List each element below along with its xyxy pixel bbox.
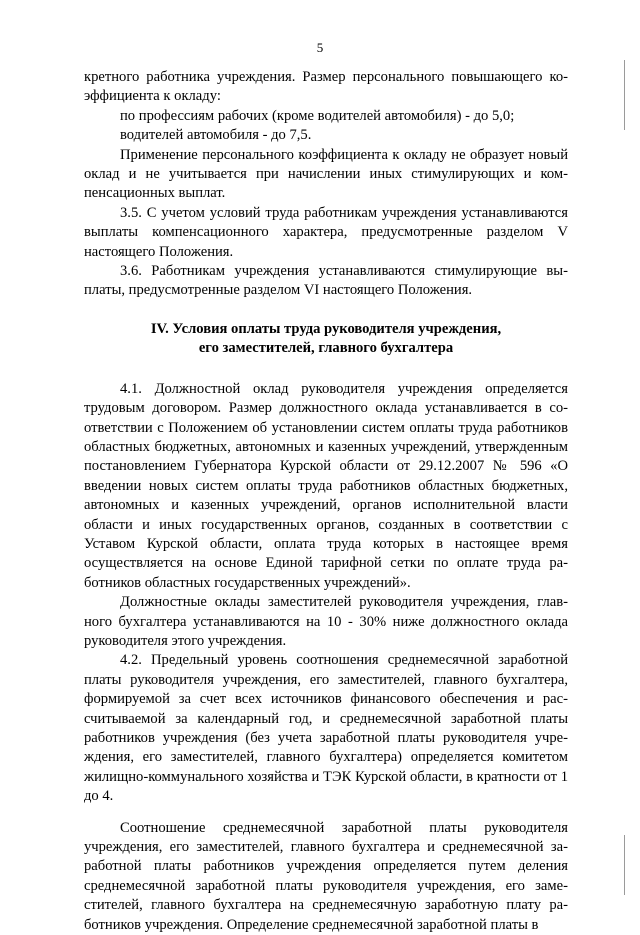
scan-edge-mark (624, 835, 625, 895)
paragraph: 4.1. Должностной оклад руководителя учреждения определяется трудовым договором. Размер должностного оклада устанавливается в соответствии с Положением об установлении систем оплаты труда работников областных бюджетных, автономных и казенных учреждений, утвержденным постановлением Губернатора Курской области от 29.12.2007 № 596 «О введении новых систем оплаты труда работников областных бюджетных, автономных и казенных учреждений, органов исполнительной власти области и иных государственных органов, созданных в соответствии с Уставом Курской области, оплата труда которых в настоящее время осуществляется на основе Единой тарифной сетки по оплате труда работников областных государственных учреждений». (84, 380, 568, 591)
paragraph: 3.5. С учетом условий труда работникам учреждения устанавливаются выплаты компенсационного характера, предусмотренные разделом V настоящего Положения. (84, 204, 568, 260)
paragraph: Соотношение среднемесячной заработной платы руководителя учреждения, его заместителей, главного бухгалтера и среднемесячной заработной платы работников учреждения определяется путем деления среднемесячной заработной платы руководителя учреждения, его заместителей, главного бухгалтера на среднемесячную заработную плату работников учреждения. Определение среднемесячной заработной платы в (84, 819, 568, 933)
section-heading-line: IV. Условия оплаты труда руководителя учреждения, (150, 320, 502, 337)
page-number: 5 (316, 40, 324, 55)
paragraph: 3.6. Работникам учреждения устанавливаются стимулирующие выплаты, предусмотренные разделом VI настоящего Положения. (84, 263, 568, 299)
paragraph: кретного работника учреждения. Размер персонального повышающего коэффициента к окладу: (84, 69, 568, 105)
paragraph: Должностные оклады заместителей руководителя учреждения, главного бухгалтера устанавливаются на 10 - 30% ниже должностного оклада руководителя этого учреждения. (84, 594, 568, 649)
section-heading (84, 320, 568, 359)
paragraph: по профессиям рабочих (кроме водителей автомобиля) - до 5,0; (120, 107, 515, 124)
document-body (84, 68, 568, 935)
section-heading-line: его заместителей, главного бухгалтера (198, 340, 454, 357)
scan-edge-mark (624, 60, 625, 130)
paragraph: водителей автомобиля - до 7,5. (120, 127, 312, 144)
paragraph: Применение персонального коэффициента к окладу не образует новый оклад и не учитывается при начислении иных стимулирующих и компенсационных выплат. (84, 146, 568, 202)
paragraph: 4.2. Предельный уровень соотношения среднемесячной заработной платы руководителя учреждения, его заместителей, главного бухгалтера, формируемой за счет всех источников финансового обеспечения и рассчитываемой за календарный год, и среднемесячной заработной платы работников учреждения (без учета заработной платы руководителя учреждения, его заместителей, главного бухгалтера) определяется комитетом жилищно-коммунального хозяйства и ТЭК Курской области, в кратности от 1 до 4. (84, 652, 568, 805)
